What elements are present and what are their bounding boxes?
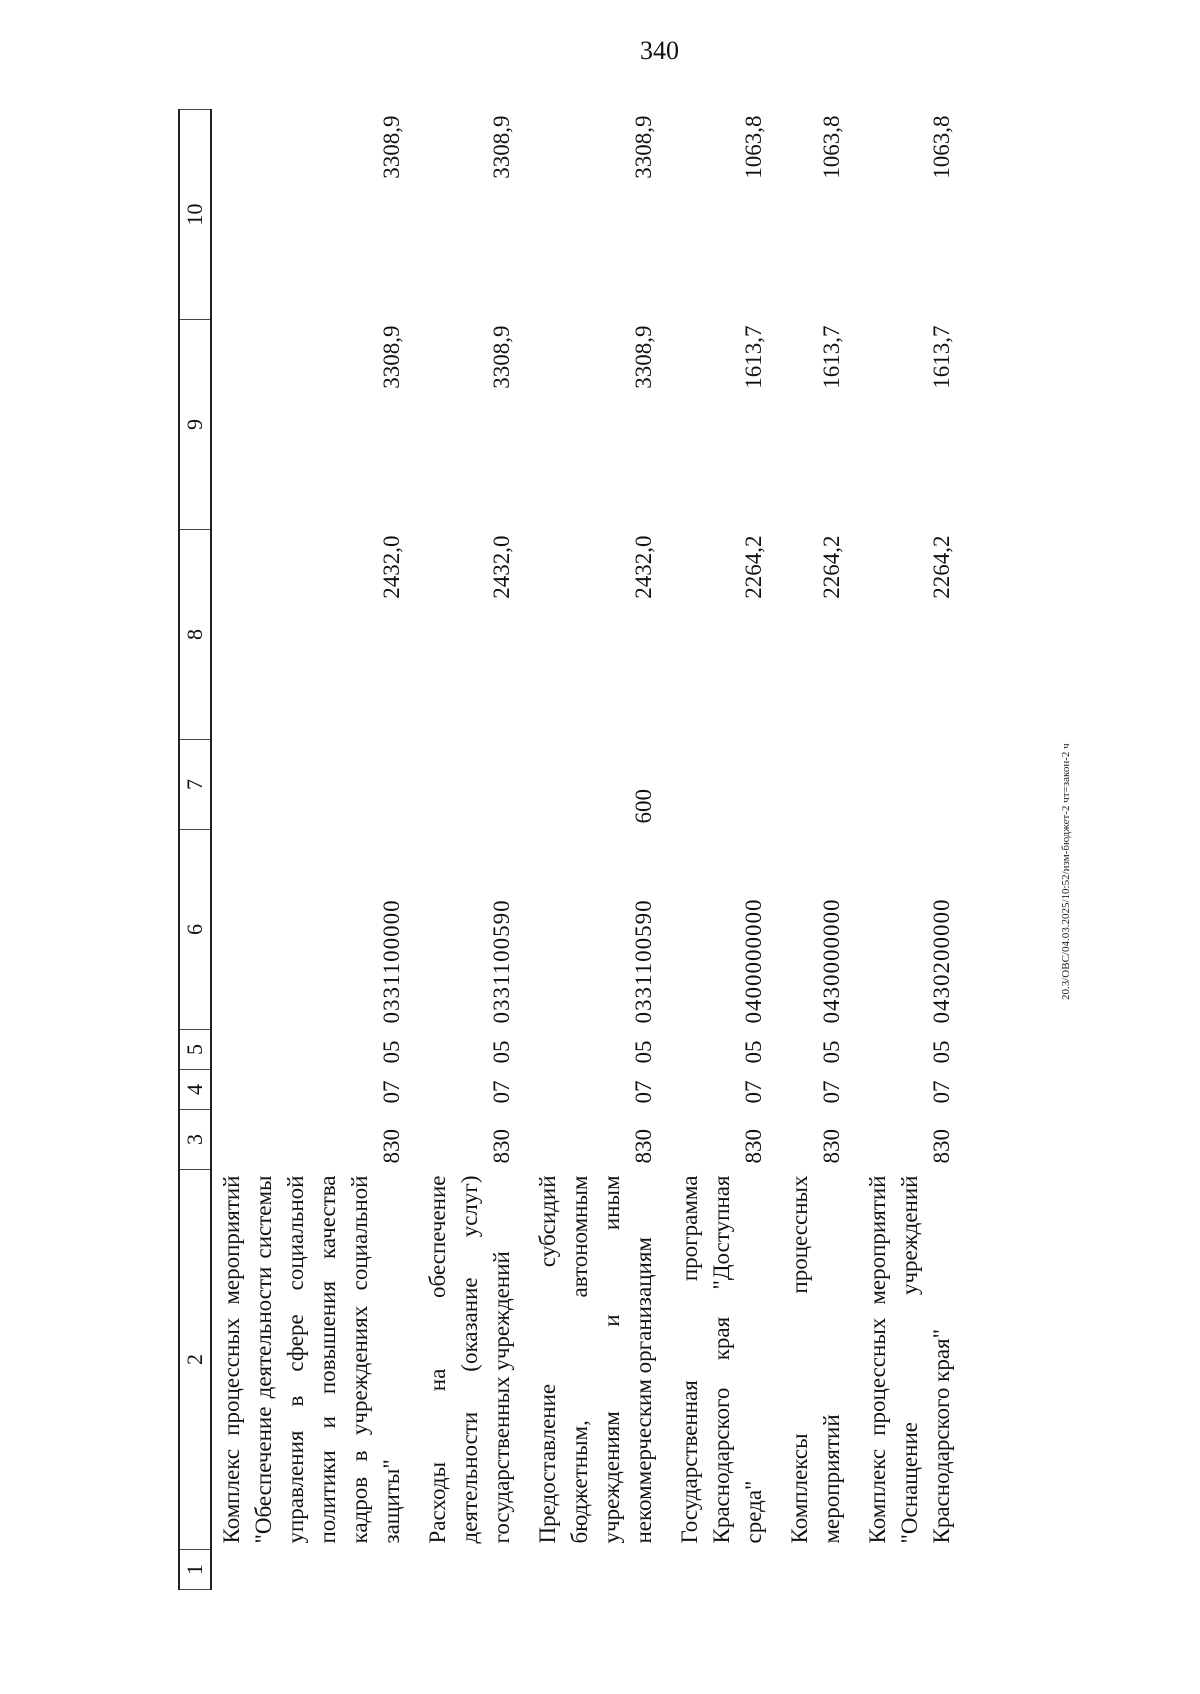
subsection-code: 05 — [741, 1040, 766, 1064]
target-article-code: 0331100590 — [631, 899, 656, 1024]
amount-year-2: 3308,9 — [379, 325, 404, 389]
column-header: 9 — [179, 320, 211, 530]
row-description: Предоставление субсидий бюджетным, автономным учреждениям и иным некоммерческим организациям — [535, 1175, 656, 1544]
column-header: 10 — [179, 110, 211, 320]
amount-year-1: 2432,0 — [489, 535, 514, 599]
amount-year-3: 1063,8 — [819, 115, 844, 179]
column-header: 3 — [179, 1110, 211, 1170]
section-code: 07 — [489, 1080, 514, 1104]
section-code: 07 — [819, 1080, 844, 1104]
amount-year-1: 2264,2 — [929, 535, 954, 599]
ministry-code: 830 — [929, 1129, 954, 1164]
ministry-code: 830 — [631, 1129, 656, 1164]
expense-type-code — [418, 740, 528, 830]
amount-year-3: 3308,9 — [631, 115, 656, 179]
target-article-code: 0430000000 — [819, 898, 844, 1024]
page-number: 340 — [640, 36, 679, 65]
target-article-code: 0331100000 — [379, 899, 404, 1024]
target-article-code: 0430200000 — [929, 898, 954, 1024]
ministry-code: 830 — [489, 1129, 514, 1164]
subsection-code: 05 — [379, 1040, 404, 1064]
column-header: 7 — [179, 740, 211, 830]
amount-year-1: 2432,0 — [379, 535, 404, 599]
subsection-code: 05 — [819, 1040, 844, 1064]
amount-year-2: 1613,7 — [929, 325, 954, 389]
row-description: Комплекс процессных мероприятий "Оснащение учреждений Краснодарского края" — [865, 1175, 954, 1544]
amount-year-2: 1613,7 — [819, 325, 844, 389]
amount-year-3: 1063,8 — [741, 115, 766, 179]
row-spacer-cell — [211, 1550, 418, 1590]
amount-year-2: 3308,9 — [489, 325, 514, 389]
expense-type-code: 600 — [631, 789, 656, 824]
amount-year-3: 3308,9 — [379, 115, 404, 179]
row-description: Комплексы процессных мероприятий — [787, 1175, 844, 1544]
column-header: 2 — [179, 1170, 211, 1550]
expense-type-code — [670, 740, 780, 830]
amount-year-3: 3308,9 — [489, 115, 514, 179]
column-header: 5 — [179, 1030, 211, 1070]
column-header: 8 — [179, 530, 211, 740]
budget-table — [178, 109, 968, 1590]
table-body — [211, 110, 968, 1590]
column-header: 6 — [179, 830, 211, 1030]
table-row — [858, 110, 968, 1590]
expense-type-code — [780, 740, 858, 830]
row-spacer-cell — [418, 1550, 528, 1590]
ministry-code: 830 — [741, 1129, 766, 1164]
amount-year-1: 2264,2 — [819, 535, 844, 599]
amount-year-1: 2432,0 — [631, 535, 656, 599]
table-row — [670, 110, 780, 1590]
column-header: 4 — [179, 1070, 211, 1110]
target-article-code: 0331100590 — [489, 899, 514, 1024]
subsection-code: 05 — [489, 1040, 514, 1064]
amount-year-2: 3308,9 — [631, 325, 656, 389]
section-code: 07 — [741, 1080, 766, 1104]
row-description: Расходы на обеспечение деятельности (оказание услуг) государственных учреждений — [425, 1175, 514, 1544]
row-description: Государственная программа Краснодарского края "Доступная среда" — [677, 1175, 766, 1544]
amount-year-2: 1613,7 — [741, 325, 766, 389]
document-footer-code: 20.3/ОВС/04.03.2025/10:52/изм-бюджет-2 чт=закон-2 ч — [1060, 743, 1072, 1000]
subsection-code: 05 — [631, 1040, 656, 1064]
section-code: 07 — [631, 1080, 656, 1104]
ministry-code: 830 — [379, 1129, 404, 1164]
expense-type-code — [858, 740, 968, 830]
table-header — [179, 110, 211, 1590]
row-description: Комплекс процессных мероприятий "Обеспечение деятельности системы управления в сфере социальной политики и повышения качества кадров в учреждениях социальной защиты" — [219, 1175, 404, 1544]
amount-year-1: 2264,2 — [741, 535, 766, 599]
row-spacer-cell — [528, 1550, 670, 1590]
column-header: 1 — [179, 1550, 211, 1590]
table-row — [528, 110, 670, 1590]
section-code: 07 — [929, 1080, 954, 1104]
expense-type-code — [211, 740, 418, 830]
ministry-code: 830 — [819, 1129, 844, 1164]
amount-year-3: 1063,8 — [929, 115, 954, 179]
row-spacer-cell — [858, 1550, 968, 1590]
rotated-table-container — [178, 110, 1058, 1590]
table-row — [780, 110, 858, 1590]
table-header-row — [179, 110, 211, 1590]
row-spacer-cell — [780, 1550, 858, 1590]
table-row — [418, 110, 528, 1590]
section-code: 07 — [379, 1080, 404, 1104]
subsection-code: 05 — [929, 1040, 954, 1064]
target-article-code: 0400000000 — [741, 898, 766, 1024]
row-spacer-cell — [670, 1550, 780, 1590]
table-row — [211, 110, 418, 1590]
